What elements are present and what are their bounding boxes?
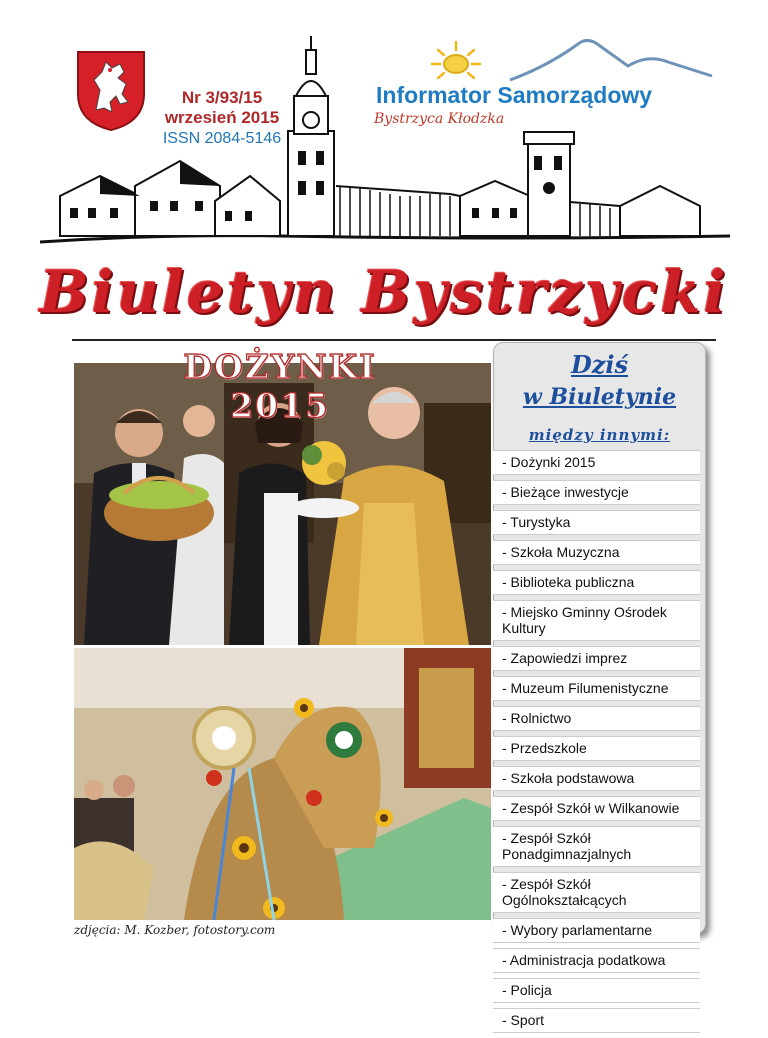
toc-item: - Muzeum Filumenistyczne — [493, 676, 700, 701]
photo-credit: zdjęcia: M. Kozber, fotostory.com — [74, 923, 276, 937]
toc-item: - Dożynki 2015 — [493, 450, 700, 475]
toc-item: - Sport — [493, 1008, 700, 1033]
toc-item: - Administracja podatkowa — [493, 948, 700, 973]
toc-item: - Zapowiedzi imprez — [493, 646, 700, 671]
issue-number: Nr 3/93/15 — [181, 88, 263, 107]
feature-heading — [150, 347, 410, 425]
sun-icon — [430, 40, 482, 84]
toc-item: - Biblioteka publiczna — [493, 570, 700, 595]
publication-title-text: Biuletyn Bystrzycki — [39, 258, 729, 326]
issue-date: wrzesień 2015 — [164, 108, 280, 127]
toc-item: - Wybory parlamentarne — [493, 918, 700, 943]
toc-item: - Zespół Szkół Ponadgimnazjalnych — [493, 826, 700, 867]
toc-item: - Szkoła Muzyczna — [493, 540, 700, 565]
toc-item: - Turystyka — [493, 510, 700, 535]
mountain-icon — [508, 36, 714, 84]
toc-item: - Bieżące inwestycje — [493, 480, 700, 505]
toc-list — [493, 450, 700, 1038]
toc-item: - Zespół Szkół w Wilkanowie — [493, 796, 700, 821]
toc-item: - Przedszkole — [493, 736, 700, 761]
toc-heading-line1: Dziś — [570, 350, 629, 379]
toc-item: - Policja — [493, 978, 700, 1003]
informator-title: Informator Samorządowy — [376, 82, 653, 108]
town-name: Bystrzyca Kłodzka — [374, 111, 505, 127]
harvest-wreaths-photo — [74, 648, 491, 920]
feature-heading-text: DOŻYNKI 2015 — [183, 347, 377, 425]
toc-item: - Zespół Szkół Ogólnokształcących — [493, 872, 700, 913]
toc-item: - Szkoła podstawowa — [493, 766, 700, 791]
publication-title — [0, 258, 768, 326]
coat-of-arms-icon — [76, 50, 146, 132]
toc-subheading: między innymi: — [528, 426, 671, 444]
toc-item: - Rolnictwo — [493, 706, 700, 731]
issn: ISSN 2084-5146 — [162, 130, 282, 147]
toc-heading-line2: w Biuletynie — [522, 384, 677, 410]
title-divider — [72, 339, 716, 341]
toc-item: - Miejsko Gminny Ośrodek Kultury — [493, 600, 700, 641]
